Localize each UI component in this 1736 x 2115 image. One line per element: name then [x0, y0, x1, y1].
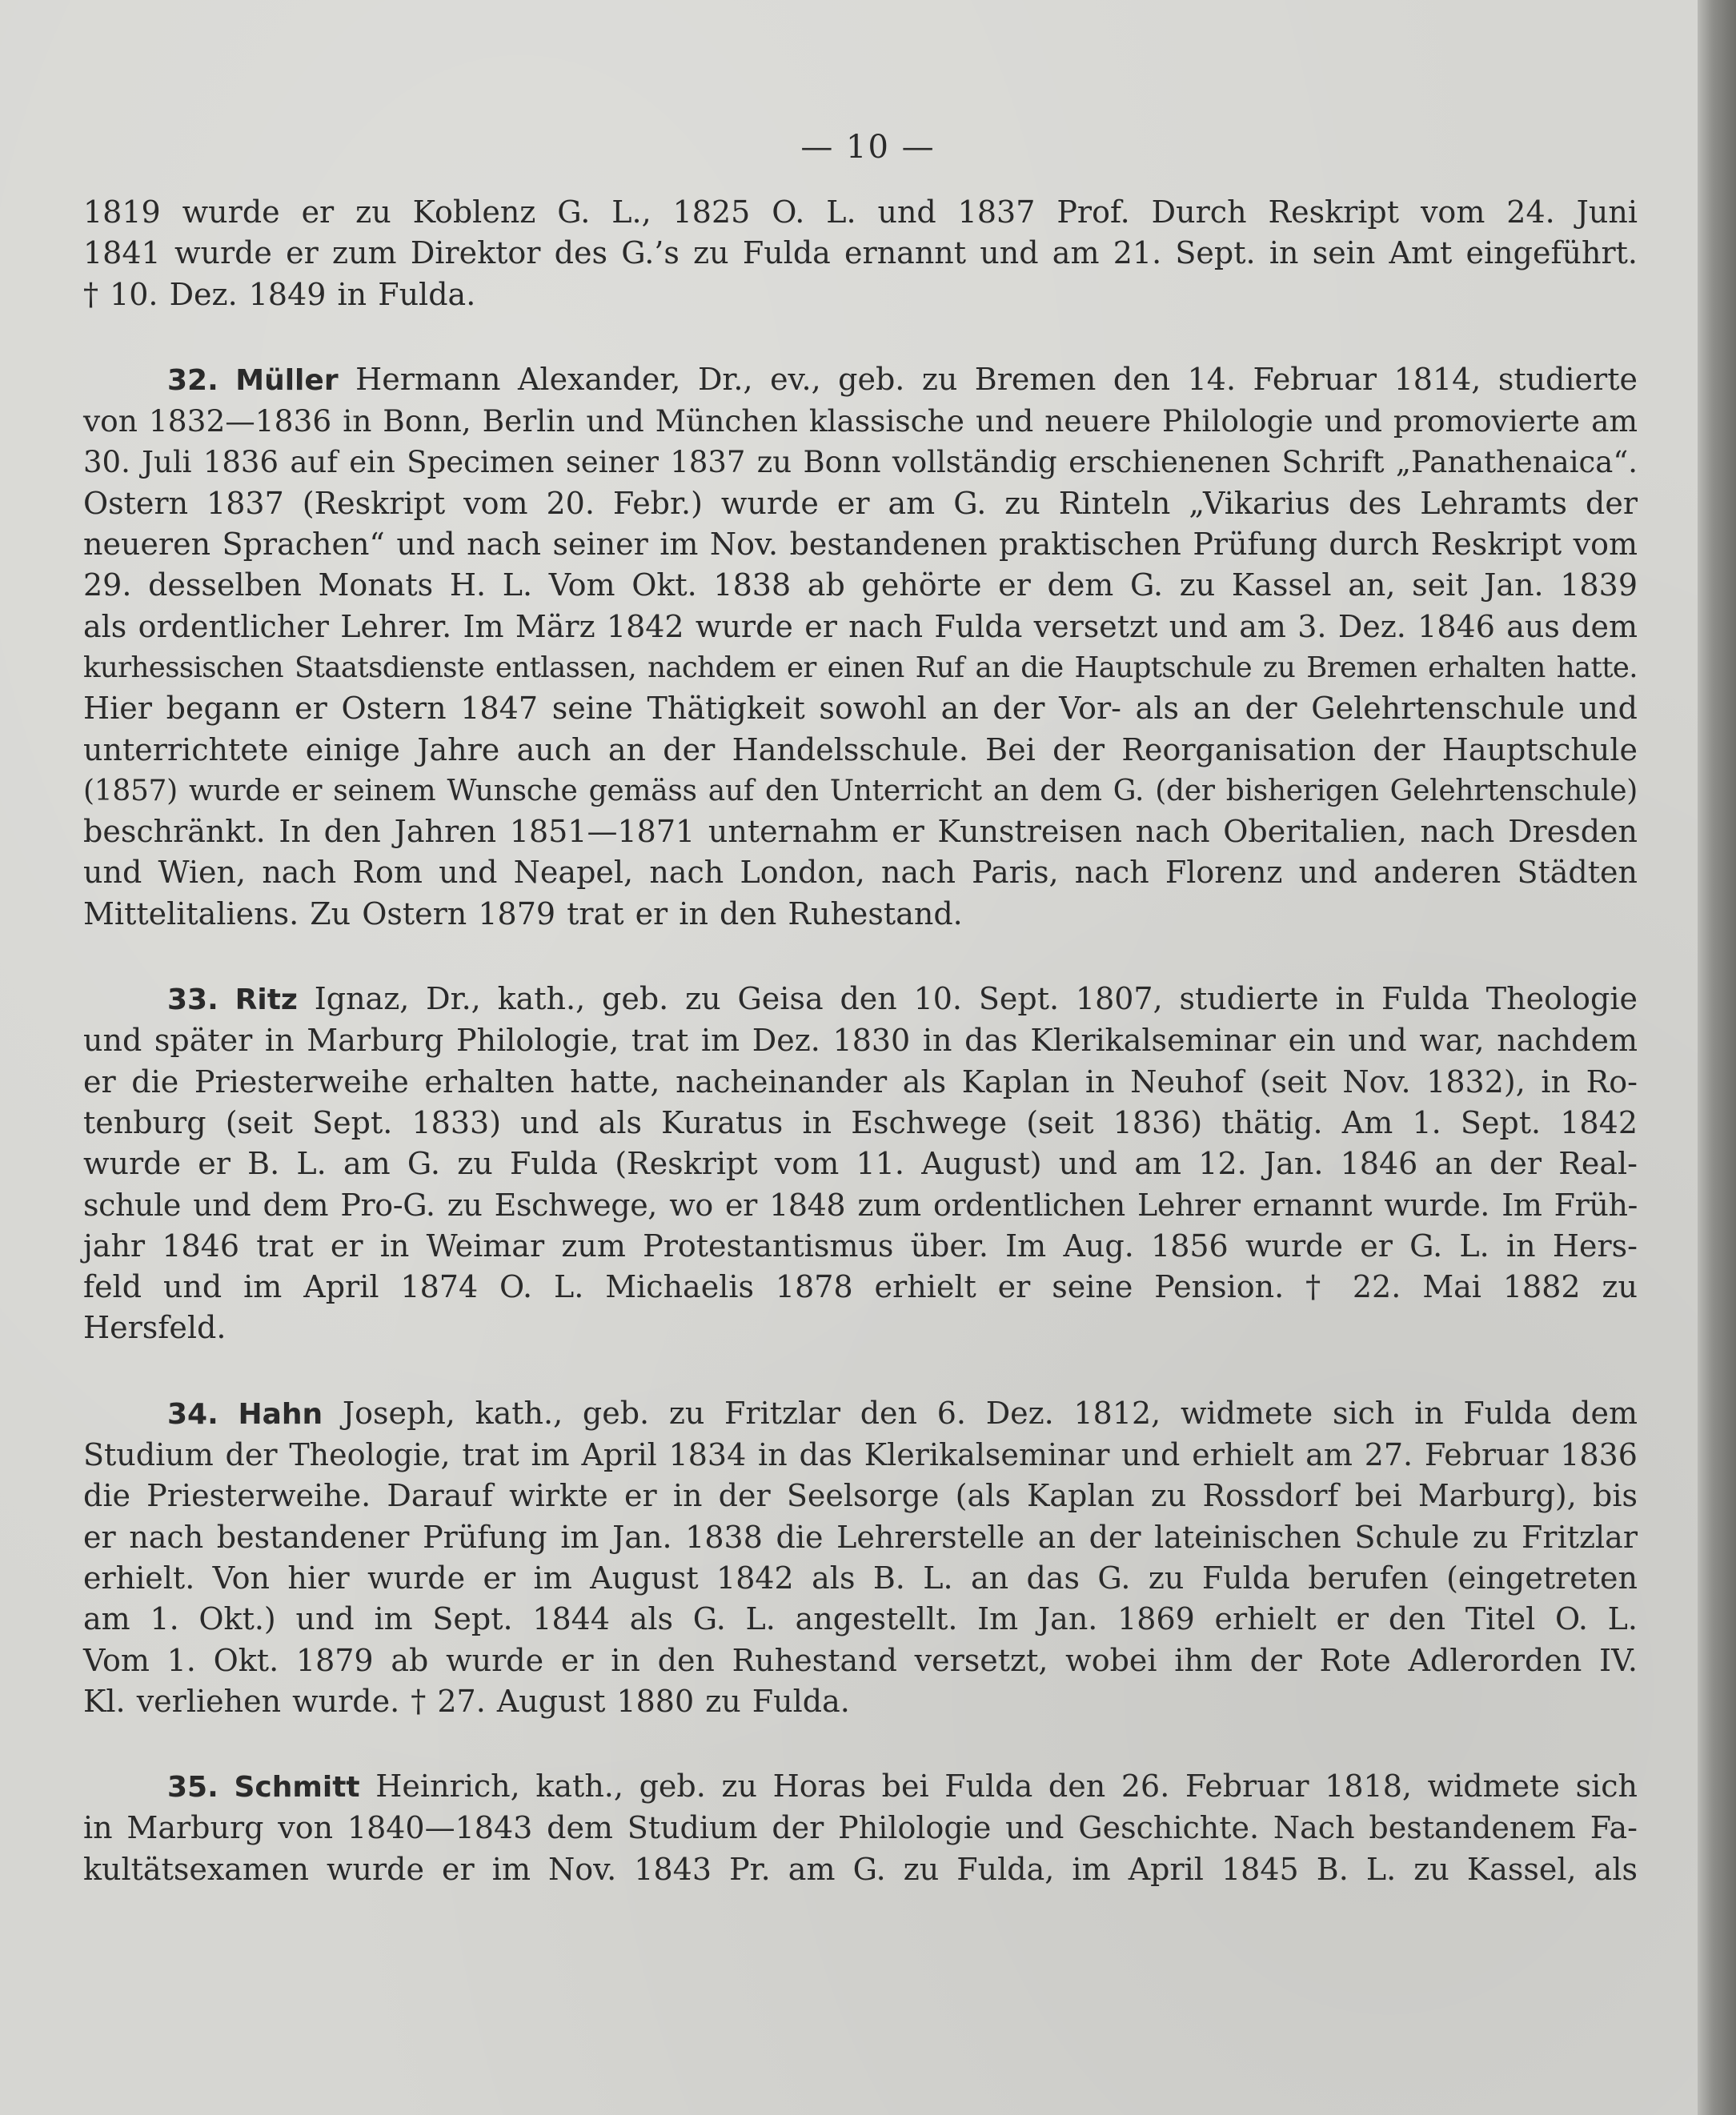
entry-34: [83, 1393, 1638, 1722]
entry-first-line-text: Ignaz, Dr., kath., geb. zu Geisa den 10. Sept. 1807, studierte in Fulda Theologie: [314, 981, 1638, 1017]
text-line: von 1832—1836 in Bonn, Berlin und München klassische und neuere Philologie und promovierte am: [83, 403, 1638, 439]
text-line: Hier begann er Ostern 1847 seine Thätigkeit sowohl an der Vor- als an der Gelehrtenschule und: [83, 691, 1638, 727]
text-line: 1819 wurde er zu Koblenz G. L., 1825 O. L. und 1837 Prof. Durch Reskript vom 24. Juni: [83, 194, 1638, 230]
entry-name: Hahn: [238, 1397, 323, 1431]
text-line: er nach bestandener Prüfung im Jan. 1838 die Lehrerstelle an der lateinischen Schule zu Fritzlar: [83, 1519, 1638, 1555]
text-line: erhielt. Von hier wurde er im August 1842 als B. L. an das G. zu Fulda berufen (eingetreten: [83, 1560, 1638, 1596]
entry-number: 35.: [167, 1771, 219, 1805]
text-line: Studium der Theologie, trat im April 1834 in das Klerikalseminar und erhielt am 27. Februar 1836: [83, 1437, 1638, 1473]
text-line: beschränkt. In den Jahren 1851—1871 unternahm er Kunstreisen nach Oberitalien, nach Dresden: [83, 814, 1638, 850]
text-line: und Wien, nach Rom und Neapel, nach London, nach Paris, nach Florenz und anderen Städten: [83, 855, 1638, 891]
entry-name: Schmitt: [234, 1771, 360, 1805]
text-line: am 1. Okt.) und im Sept. 1844 als G. L. angestellt. Im Jan. 1869 erhielt er den Titel O. L.: [83, 1601, 1638, 1637]
text-line: er die Priesterweihe erhalten hatte, nacheinander als Kaplan in Neuhof (seit Nov. 1832), in Ro-: [83, 1064, 1638, 1100]
text-line: 29. desselben Monats H. L. Vom Okt. 1838 ab gehörte er dem G. zu Kassel an, seit Jan. 1839: [83, 567, 1638, 603]
entry-number: 34.: [167, 1397, 219, 1431]
entry-number: 32.: [167, 363, 219, 397]
entry-first-line: [83, 979, 1638, 1020]
text-line: feld und im April 1874 O. L. Michaelis 1878 erhielt er seine Pension. † 22. Mai 1882 zu: [83, 1269, 1638, 1305]
text-line: Ostern 1837 (Reskript vom 20. Febr.) wurde er am G. zu Rinteln „Vikarius des Lehramts der: [83, 485, 1638, 521]
entry-name: Ritz: [235, 983, 298, 1017]
entry-35: [83, 1766, 1638, 1890]
text-line: schule und dem Pro-G. zu Eschwege, wo er 1848 zum ordentlichen Lehrer ernannt wurde. Im Früh-: [83, 1187, 1638, 1223]
text-line: Vom 1. Okt. 1879 ab wurde er in den Ruhestand versetzt, wobei ihm der Rote Adlerorden IV.: [83, 1642, 1638, 1678]
text-line: kurhessischen Staatsdienste entlassen, nachdem er einen Ruf an die Hauptschule zu Bremen erhalten hatte.: [83, 651, 1638, 684]
text-line: jahr 1846 trat er in Weimar zum Protestantismus über. Im Aug. 1856 wurde er G. L. in Hers-: [83, 1228, 1638, 1264]
entry-name: Müller: [235, 363, 339, 397]
text-line: und später in Marburg Philologie, trat im Dez. 1830 in das Klerikalseminar ein und war, nachdem: [83, 1023, 1638, 1059]
text-line: die Priesterweihe. Darauf wirkte er in der Seelsorge (als Kaplan zu Rossdorf bei Marburg), bis: [83, 1478, 1638, 1514]
text-line: Hersfeld.: [83, 1310, 227, 1346]
text-line: tenburg (seit Sept. 1833) und als Kuratus in Eschwege (seit 1836) thätig. Am 1. Sept. 1842: [83, 1104, 1638, 1140]
text-line: unterrichtete einige Jahre auch an der Handelsschule. Bei der Reorganisation der Hauptschule: [83, 731, 1638, 767]
entry-first-line: [83, 1393, 1638, 1435]
entry-first-line-text: Heinrich, kath., geb. zu Horas bei Fulda den 26. Februar 1818, widmete sich: [375, 1769, 1638, 1805]
text-line: in Marburg von 1840—1843 dem Studium der Philologie und Geschichte. Nach bestandenem Fa-: [83, 1810, 1638, 1846]
entry-number: 33.: [167, 983, 219, 1017]
text-line: Mittelitaliens. Zu Ostern 1879 trat er in den Ruhestand.: [83, 895, 963, 931]
text-line: 30. Juli 1836 auf ein Specimen seiner 1837 zu Bonn vollständig erschienenen Schrift „Panathenaica“.: [83, 445, 1638, 480]
entry-first-line: [83, 359, 1638, 401]
text-line: (1857) wurde er seinem Wunsche gemäss auf den Unterricht an dem G. (der bisherigen Gelehrtenschule): [83, 774, 1638, 807]
entry-first-line-text: Joseph, kath., geb. zu Fritzlar den 6. Dez. 1812, widmete sich in Fulda dem: [342, 1395, 1638, 1431]
entry-first-line: [83, 1766, 1638, 1808]
page-number: — 10 —: [800, 129, 936, 166]
entry-32: [83, 359, 1638, 935]
text-line: † 10. Dez. 1849 in Fulda.: [83, 276, 476, 312]
text-line: Kl. verliehen wurde. † 27. August 1880 zu Fulda.: [83, 1683, 850, 1719]
page-edge-shadow: [1698, 0, 1736, 2115]
text-line: kultätsexamen wurde er im Nov. 1843 Pr. am G. zu Fulda, im April 1845 B. L. zu Kassel, als: [83, 1851, 1638, 1887]
text-line: neueren Sprachen“ und nach seiner im Nov. bestandenen praktischen Prüfung durch Reskript vom: [83, 527, 1638, 563]
text-line: als ordentlicher Lehrer. Im März 1842 wurde er nach Fulda versetzt und am 3. Dez. 1846 aus dem: [83, 608, 1638, 644]
text-body: [83, 192, 1638, 1890]
entry-33: [83, 979, 1638, 1349]
text-line: 1841 wurde er zum Direktor des G.’s zu Fulda ernannt und am 21. Sept. in sein Amt eingeführt.: [83, 235, 1638, 271]
entry-first-line-text: Hermann Alexander, Dr., ev., geb. zu Bremen den 14. Februar 1814, studierte: [355, 361, 1638, 397]
intro-paragraph: [83, 192, 1638, 315]
text-line: wurde er B. L. am G. zu Fulda (Reskript vom 11. August) und am 12. Jan. 1846 an der Real-: [83, 1146, 1638, 1182]
